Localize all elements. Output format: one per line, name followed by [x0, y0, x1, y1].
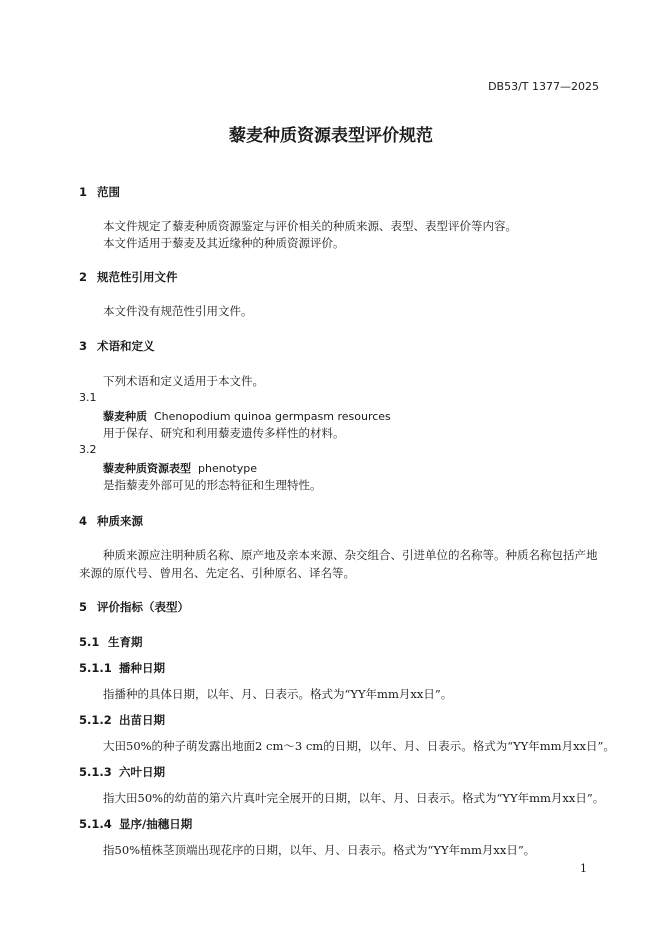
paragraph: 种质来源应注明种质名称、原产地及亲本来源、杂交组合、引进单位的名称等。种质名称包括产地 [103, 548, 598, 562]
subsection-heading-5-1-2 [79, 712, 165, 728]
term-entry [103, 408, 391, 424]
subsection-heading-5-1 [79, 634, 143, 650]
section-title: 评价指标（表型） [97, 600, 189, 614]
term-entry [103, 460, 257, 476]
term-english: phenotype [198, 462, 257, 475]
paragraph: 指大田50%的幼苗的第六片真叶完全展开的日期，以年、月、日表示。格式为“YY年mm月xx日”。 [103, 791, 605, 805]
section-number: 5.1.2 [79, 713, 112, 727]
section-title: 显序/抽穗日期 [119, 817, 193, 831]
section-title: 术语和定义 [97, 339, 155, 353]
section-number: 5.1.4 [79, 817, 112, 831]
section-number: 2 [79, 270, 88, 284]
section-number: 5.1 [79, 635, 100, 649]
section-number: 5.1.1 [79, 661, 112, 675]
section-title: 播种日期 [119, 661, 165, 675]
term-chinese: 藜麦种质资源表型 [103, 462, 191, 475]
term-definition: 用于保存、研究和利用藜麦遗传多样性的材料。 [103, 426, 345, 440]
section-title: 生育期 [108, 635, 143, 649]
term-definition: 是指藜麦外部可见的形态特征和生理特性。 [103, 478, 322, 492]
term-english: Chenopodium quinoa germpasm resources [154, 410, 391, 423]
subsection-heading-5-1-3 [79, 764, 165, 780]
term-number: 3.1 [79, 391, 97, 404]
section-heading-2 [79, 269, 178, 285]
section-heading-5 [79, 599, 189, 615]
subsection-heading-5-1-4 [79, 816, 192, 832]
paragraph: 来源的原代号、曾用名、先定名、引种原名、译名等。 [79, 566, 355, 580]
term-number: 3.2 [79, 443, 97, 456]
section-title: 规范性引用文件 [97, 270, 178, 284]
section-title: 种质来源 [97, 514, 143, 528]
section-number: 1 [79, 185, 88, 199]
standard-number: DB53/T 1377—2025 [488, 80, 599, 93]
section-number: 3 [79, 339, 88, 353]
paragraph: 大田50%的种子萌发露出地面2 cm～3 cm的日期，以年、月、日表示。格式为“YY年mm月xx日”。 [103, 739, 615, 753]
paragraph: 本文件没有规范性引用文件。 [103, 304, 253, 318]
section-heading-1 [79, 184, 120, 200]
section-heading-3 [79, 338, 155, 354]
section-title: 范围 [97, 185, 120, 199]
paragraph: 指50%植株茎顶端出现花序的日期，以年、月、日表示。格式为“YY年mm月xx日”。 [103, 843, 536, 857]
section-title: 六叶日期 [119, 765, 165, 779]
paragraph: 本文件规定了藜麦种质资源鉴定与评价相关的种质来源、表型、表型评价等内容。 [103, 219, 517, 233]
subsection-heading-5-1-1 [79, 660, 165, 676]
page-title: 藜麦种质资源表型评价规范 [229, 126, 433, 146]
section-number: 4 [79, 514, 88, 528]
page-number: 1 [580, 862, 587, 875]
term-chinese: 藜麦种质 [103, 410, 147, 423]
paragraph: 下列术语和定义适用于本文件。 [103, 374, 264, 388]
paragraph: 本文件适用于藜麦及其近缘种的种质资源评价。 [103, 236, 345, 250]
paragraph: 指播种的具体日期，以年、月、日表示。格式为“YY年mm月xx日”。 [103, 687, 453, 701]
section-heading-4 [79, 513, 143, 529]
section-title: 出苗日期 [119, 713, 165, 727]
section-number: 5 [79, 600, 88, 614]
section-number: 5.1.3 [79, 765, 112, 779]
